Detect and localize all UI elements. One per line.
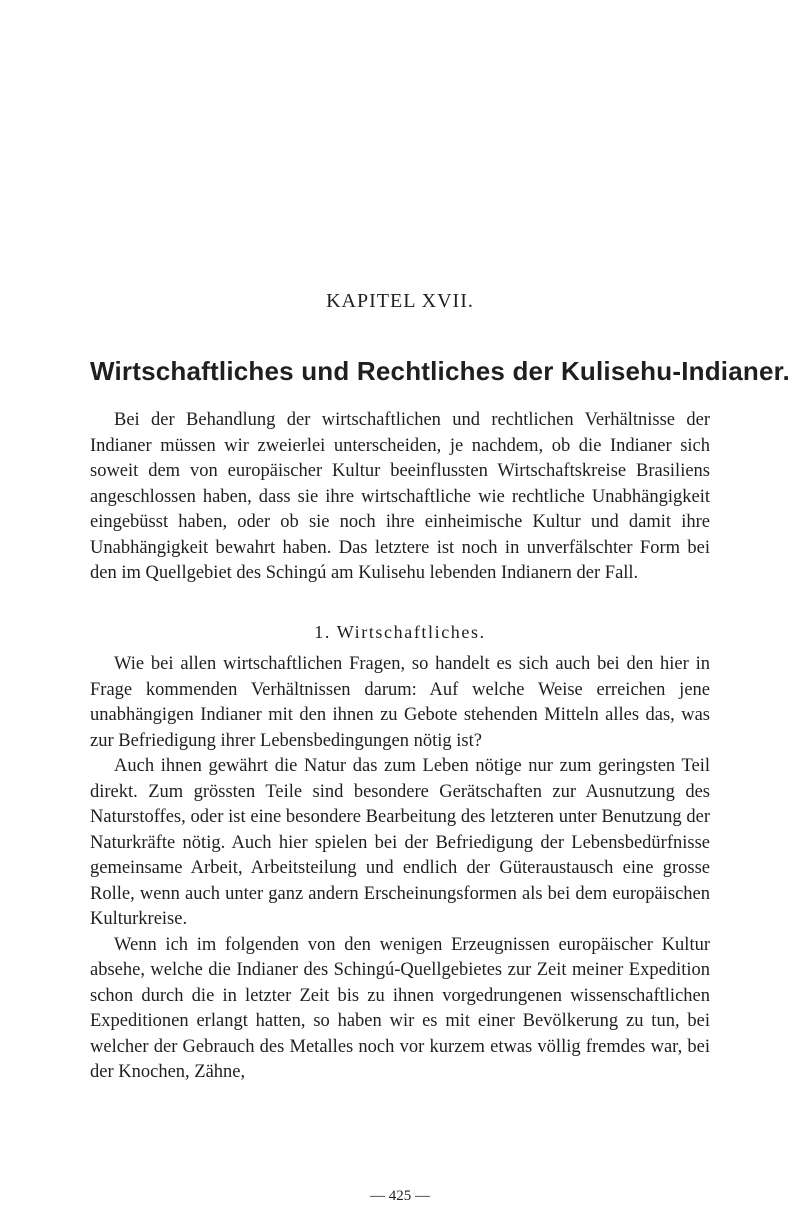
chapter-title: Wirtschaftliches und Rechtliches der Kulisehu-Indianer. xyxy=(90,356,790,386)
section-heading: 1. Wirtschaftliches. xyxy=(314,622,486,642)
intro-paragraph-block xyxy=(90,408,710,587)
paragraph-1: Wie bei allen wirtschaftlichen Fragen, so handelt es sich auch bei den hier in Frage kommenden Verhältnissen darum: Auf welche Weise erreichen jene unabhängigen Indianer mit den ihnen zu Gebote stehenden Mitteln alles das, was zur Befriedigung ihrer Lebensbedingungen nötig ist? xyxy=(90,654,710,751)
section-body xyxy=(90,652,710,1086)
chapter-heading: KAPITEL XVII. xyxy=(326,290,474,312)
paragraph-3: Wenn ich im folgenden von den wenigen Erzeugnissen europäischer Kultur absehe, welche die Indianer des Schingú-Quellgebietes zur Zeit meiner Expedition schon durch die in letzter Zeit bis zu ihnen vorgedrungenen wissenschaftlichen Expeditionen erlangt hatten, so haben wir es mit einer Bevölkerung zu tun, bei welcher der Gebrauch des Metalles noch vor kurzem etwas völlig fremdes war, bei der Knochen, Zähne, xyxy=(90,934,710,1082)
page-number: — 425 — xyxy=(370,1188,430,1204)
intro-paragraph: Bei der Behandlung der wirtschaftlichen und rechtlichen Verhältnisse der Indianer müssen wir zweierlei unterscheiden, je nachdem, ob die Indianer sich soweit dem von europäischer Kultur beeinflussten Wirtschaftskreise Brasiliens angeschlossen haben, dass sie ihre wirtschaftliche wie rechtliche Unabhängigkeit eingebüsst haben, oder ob sie noch ihre einheimische Kultur und damit ihre Unabhängigkeit bewahrt haben. Das letztere ist noch in unverfälschter Form bei den im Quellgebiet des Schingú am Kulisehu lebenden Indianern der Fall. xyxy=(90,410,710,583)
paragraph-2: Auch ihnen gewährt die Natur das zum Leben nötige nur zum geringsten Teil direkt. Zum grössten Teile sind besondere Gerätschaften zur Ausnutzung des Naturstoffes, oder ist eine besondere Bearbeitung des letzteren unter Benutzung der Naturkräfte nötig. Auch hier spielen bei der Befriedigung der Lebensbedürfnisse gemeinsame Arbeit, Arbeitsteilung und endlich der Güteraustausch eine grosse Rolle, wenn auch unter ganz andern Erscheinungsformen als bei dem europäischen Kulturkreise. xyxy=(90,756,710,929)
